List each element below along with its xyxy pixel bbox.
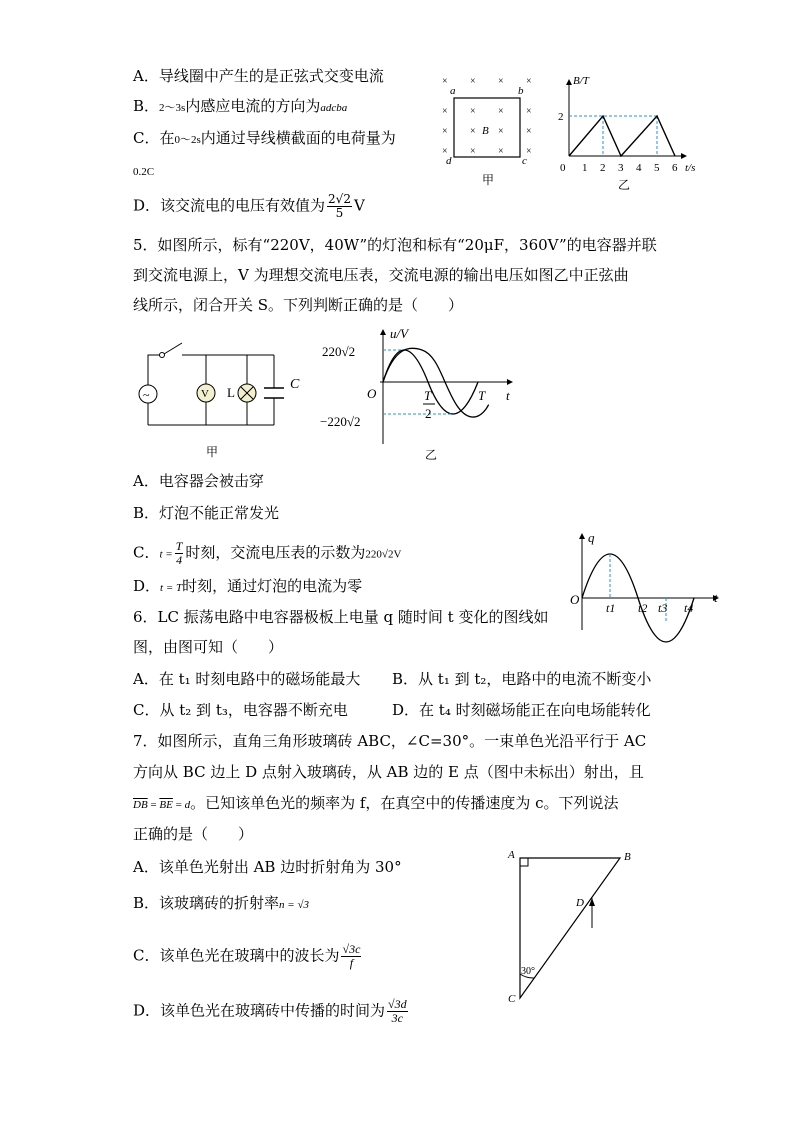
capacitor-label: C <box>290 377 300 392</box>
x-axis-label: t <box>714 590 718 605</box>
q5-stem-2: 到交流电源上，V 为理想交流电压表，交流电源的输出电压如图乙中正弦曲 <box>133 266 629 284</box>
label-b: b <box>518 85 524 97</box>
label-d: d <box>446 155 452 167</box>
right-angle-mark <box>520 858 528 866</box>
x-tick-1: 1 <box>582 162 588 174</box>
q7-stem-3: $\overline{DB} = \overline{BE} = d$。已知该单色光的频率为 f，在真空中的传播速度为 c。下列说法 <box>133 794 619 812</box>
b-curve <box>569 116 675 156</box>
switch-blade <box>164 343 182 354</box>
q6-option-c: C．从 t₂ 到 t₃，电容器不断充电 <box>133 701 348 719</box>
q6-option-a: A．在 t₁ 时刻电路中的磁场能最大 <box>133 670 361 688</box>
caption-yi: 乙 <box>425 448 438 462</box>
q4-bt-graph <box>556 74 706 192</box>
y-axis-label: B/T <box>573 75 589 87</box>
q6-option-d: D．在 t₄ 时刻磁场能正在向电场能转化 <box>392 701 651 719</box>
y-tick-2: 2 <box>558 111 564 123</box>
q5-option-b: B．灯泡不能正常发光 <box>133 504 280 522</box>
x-tick-2: 2 <box>600 162 606 174</box>
x-tick-6: 6 <box>672 162 678 174</box>
tick-t4: t4 <box>684 601 694 615</box>
q5-option-c: C．t = $\frac{T}{4}$ 时刻，交流电压表的示数为220√2V <box>133 539 402 567</box>
caption-jia: 甲 <box>482 173 495 187</box>
q4-option-c: C．在0～2s内通过导线横截面的电荷量为 <box>133 129 396 147</box>
svg-text:×: × <box>526 126 532 137</box>
q7-stem-2: 方向从 BC 边上 D 点射入玻璃砖，从 AB 边的 E 点（图中未标出）射出，且 <box>133 763 644 781</box>
svg-text:×: × <box>442 126 448 137</box>
q7-option-a: A．该单色光射出 AB 边时折射角为 30° <box>133 858 402 876</box>
x-tick-5: 5 <box>654 162 660 174</box>
label-c: C <box>508 993 516 1005</box>
y-min-label: −220√2 <box>320 414 361 429</box>
origin-label: O <box>570 592 580 607</box>
q7-option-c: C．该单色光在玻璃中的波长为 $\frac{√3c}{f}$ <box>133 942 361 970</box>
tick-t3: t3 <box>658 601 668 615</box>
svg-text:×: × <box>526 106 532 117</box>
q7-stem-1: 7．如图所示，直角三角形玻璃砖 ABC，∠C=30°。一束单色光沿平行于 AC <box>133 732 647 750</box>
q4-option-c-value: 0.2C <box>133 166 155 178</box>
q5-option-d: D．t = T时刻，通过灯泡的电流为零 <box>133 577 363 595</box>
q4-coil-figure <box>440 72 550 192</box>
svg-text:×: × <box>498 146 504 157</box>
origin-label: O <box>367 386 377 401</box>
svg-text:×: × <box>470 106 476 117</box>
label-a: a <box>450 85 456 97</box>
half-period-den: 2 <box>425 406 432 421</box>
x-tick-3: 3 <box>618 162 624 174</box>
svg-text:×: × <box>526 76 532 87</box>
q4-option-d: D．该交流电的电压有效值为 $\frac{2√2}{5}$ V <box>133 192 365 220</box>
q5-circuit-figure <box>134 340 314 460</box>
svg-text:×: × <box>498 126 504 137</box>
tick-t1: t1 <box>606 601 616 615</box>
q6-option-b: B．从 t₁ 到 t₂，电路中的电流不断变小 <box>392 670 652 688</box>
svg-text:×: × <box>442 106 448 117</box>
q6-stem-1: 6．LC 振荡电路中电容器极板上电量 q 随时间 t 变化的图线如 <box>133 608 549 626</box>
y-max-label: 220√2 <box>322 344 356 359</box>
q5-option-a: A．电容器会被击穿 <box>133 472 264 490</box>
label-b: B <box>624 851 631 863</box>
label-field: B <box>482 125 489 137</box>
half-period-num: T <box>424 388 432 403</box>
svg-text:×: × <box>470 76 476 87</box>
q5-wave-figure <box>320 326 530 466</box>
svg-text:×: × <box>526 146 532 157</box>
svg-text:×: × <box>498 76 504 87</box>
x-tick-0: 0 <box>560 162 566 174</box>
q7-triangle-figure <box>504 846 644 1006</box>
caption-jia: 甲 <box>206 445 219 459</box>
q6-q-t-graph <box>568 530 728 636</box>
svg-text:×: × <box>470 146 476 157</box>
x-axis-label: t/s <box>685 162 696 174</box>
q5-stem-3: 线所示，闭合开关 S。下列判断正确的是（ ） <box>133 296 464 314</box>
q7-option-b: B．该玻璃砖的折射率n = √3 <box>133 894 309 912</box>
lamp-label: L <box>227 385 235 400</box>
y-axis-label: u/V <box>390 326 409 341</box>
x-axis-label: t <box>506 388 510 403</box>
label-d: D <box>576 897 584 909</box>
caption-yi: 乙 <box>618 178 631 192</box>
angle-label: 30° <box>521 966 535 977</box>
period-label: T <box>478 388 486 403</box>
svg-text:×: × <box>442 146 448 157</box>
q5-stem-1: 5．如图所示，标有“220V，40W”的灯泡和标有“20μF，360V”的电容器并联 <box>133 236 657 254</box>
voltmeter-label: V <box>201 388 209 400</box>
q4-option-b: B．2～3s内感应电流的方向为adcba <box>133 97 348 115</box>
triangle-abc <box>520 858 620 998</box>
svg-text:×: × <box>470 126 476 137</box>
q7-option-d: D．该单色光在玻璃砖中传播的时间为 $\frac{√3d}{3c}$ <box>133 997 407 1025</box>
label-c: c <box>522 155 527 167</box>
q7-stem-4: 正确的是（ ） <box>133 825 254 843</box>
svg-text:×: × <box>442 76 448 87</box>
y-axis-label: q <box>588 530 595 545</box>
label-a: A <box>508 849 515 861</box>
q6-stem-2: 图，由图可知（ ） <box>133 638 284 656</box>
q4-option-a: A．导线圈中产生的是正弦式交变电流 <box>133 67 384 85</box>
x-tick-4: 4 <box>636 162 642 174</box>
switch-pivot <box>160 353 165 358</box>
svg-text:~: ~ <box>143 388 150 402</box>
tick-t2: t2 <box>638 601 648 615</box>
svg-text:×: × <box>498 106 504 117</box>
